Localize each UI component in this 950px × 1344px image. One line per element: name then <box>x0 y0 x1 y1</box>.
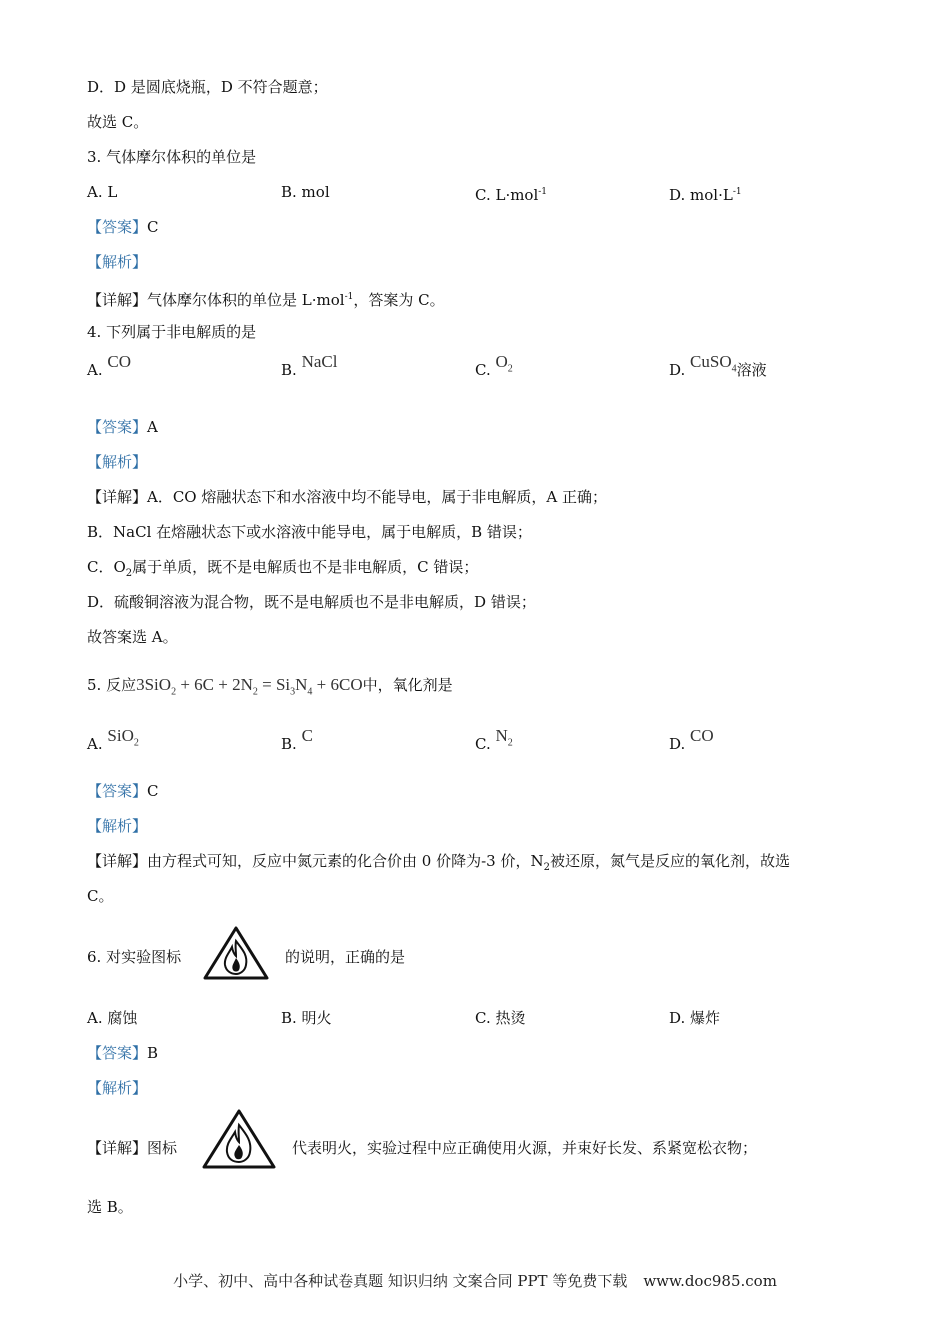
q3-option-d: D. $mol\cdot L^{-1}$ <box>669 186 742 204</box>
q5-detail-2: C。 <box>87 887 114 905</box>
q4-option-d: D. CuSO$_4$溶液 <box>669 352 767 379</box>
page-footer <box>0 1270 950 1291</box>
q4-option-c: C. $O_2$ <box>475 352 513 379</box>
q5-option-c: C. $N_2$ <box>475 726 513 753</box>
q3-analysis: 【解析】 <box>87 253 148 271</box>
q4-analysis: 【解析】 <box>87 453 148 471</box>
q6-option-b: B. 明火 <box>281 1009 332 1027</box>
q3-answer: 【答案】C <box>87 218 159 236</box>
q5-option-b: B. C <box>281 726 313 753</box>
q4-detail-1: 【详解】A．CO 熔融状态下和水溶液中均不能导电，属于非电解质，A 正确； <box>87 488 607 506</box>
q6-detail-suffix: 代表明火，实验过程中应正确使用火源，并束好长发、系紧宽松衣物； <box>292 1139 758 1157</box>
flame-hazard-icon <box>202 925 270 981</box>
question-3: 3. 气体摩尔体积的单位是 <box>87 148 257 166</box>
q6-option-d: D. 爆炸 <box>669 1009 721 1027</box>
q4-option-b: B. NaCl <box>281 352 338 379</box>
q5-answer: 【答案】C <box>87 782 159 800</box>
text-line: D．D 是圆底烧瓶，D 不符合题意； <box>87 78 328 96</box>
q4-option-a: A. CO <box>87 352 132 379</box>
question-4: 4. 下列属于非电解质的是 <box>87 323 257 341</box>
q6-analysis: 【解析】 <box>87 1079 148 1097</box>
q4-detail-4: D．硫酸铜溶液为混合物，既不是电解质也不是非电解质，D 错误； <box>87 593 536 611</box>
q5-detail-1: 【详解】由方程式可知，反应中氮元素的化合价由 0 价降为-3 价，$N_2$被还原，氮气是反应的氧化剂，故选 <box>87 852 790 873</box>
q6-conclusion: 选 B。 <box>87 1198 133 1216</box>
q3-option-b: B. mol <box>281 183 330 201</box>
q6-detail-prefix: 【详解】图标 <box>87 1139 178 1157</box>
reaction-equation: $3SiO_2 + 6C + 2N_2 = Si_3N_4 + 6CO$ <box>136 675 363 698</box>
q4-detail-3: C．$O_2$属于单质，既不是电解质也不是非电解质，C 错误； <box>87 558 479 579</box>
question-6-prefix: 6. 对实验图标 <box>87 948 182 966</box>
q3-detail: 【详解】气体摩尔体积的单位是 L·mol$^{-1}$，答案为 C。 <box>87 291 445 309</box>
text-line: 故选 C。 <box>87 113 149 131</box>
q3-option-a: A. L <box>87 183 118 201</box>
flame-hazard-icon-large <box>201 1108 277 1170</box>
q6-answer: 【答案】B <box>87 1044 159 1062</box>
footer-text: 小学、初中、高中各种试卷真题 知识归纳 文案合同 PPT 等免费下载 <box>173 1272 628 1290</box>
q5-option-a: A. SiO$_2$ <box>87 726 139 753</box>
footer-url[interactable]: www.doc985.com <box>643 1272 777 1290</box>
q5-option-d: D. CO <box>669 726 714 753</box>
question-5: 5. 反应$3SiO_2 + 6C + 2N_2 = Si_3N_4 + 6CO$中，氧化剂是 <box>87 675 453 698</box>
q6-option-a: A. 腐蚀 <box>87 1009 138 1027</box>
q4-answer: 【答案】A <box>87 418 158 436</box>
question-6-suffix: 的说明，正确的是 <box>285 948 406 966</box>
q4-detail-2: B．NaCl 在熔融状态下或水溶液中能导电，属于电解质，B 错误； <box>87 523 532 541</box>
q6-option-c: C. 热烫 <box>475 1009 526 1027</box>
q4-conclusion: 故答案选 A。 <box>87 628 178 646</box>
q3-option-c: C. L·mol$^{-1}$ <box>475 186 548 204</box>
q5-analysis: 【解析】 <box>87 817 148 835</box>
